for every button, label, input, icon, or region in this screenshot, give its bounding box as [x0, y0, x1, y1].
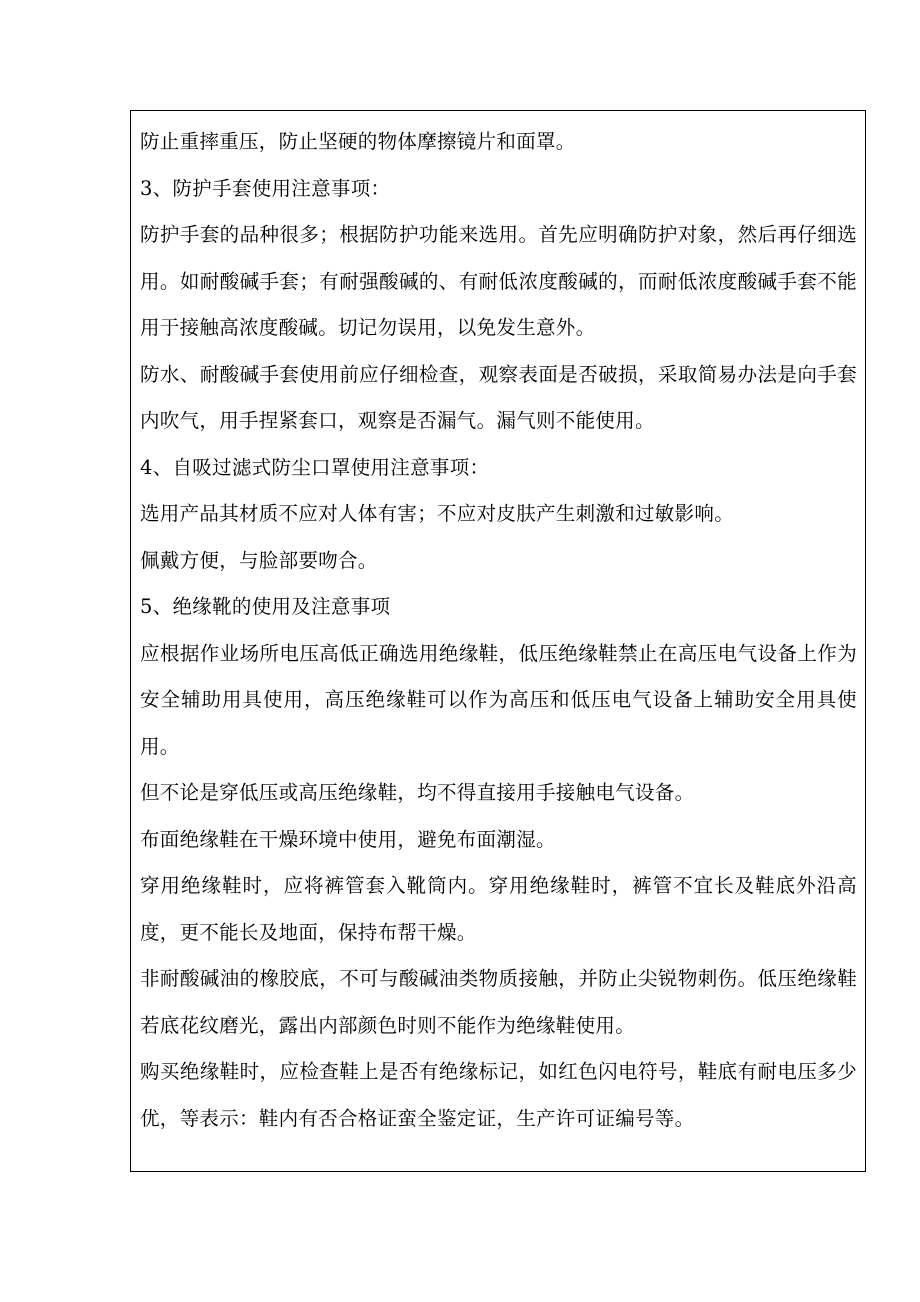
paragraph-boots-selection: 应根据作业场所电压高低正确选用绝缘鞋，低压绝缘鞋禁止在高压电气设备上作为安全辅助用具使用，高压绝缘鞋可以作为高压和低压电气设备上辅助安全用具使用。 [140, 641, 857, 758]
paragraph-boots-purchase-check: 购买绝缘鞋时，应检查鞋上是否有绝缘标记，如红色闪电符号，鞋底有耐电压多少优，等表示：鞋内有否合格证蛮全鉴定证，生产许可证编号等。 [140, 1060, 857, 1130]
paragraph-boots-dry-environment: 布面绝缘鞋在干燥环境中使用，避免布面潮湿。 [140, 827, 556, 851]
paragraph-boots-wearing: 穿用绝缘鞋时，应将裤管套入靴筒内。穿用绝缘鞋时，裤管不宜长及鞋底外沿高度，更不能长及地面，保持布帮干燥。 [140, 874, 857, 944]
paragraph-eye-protection-care: 防止重摔重压，防止坚硬的物体摩擦镜片和面罩。 [140, 130, 576, 153]
paragraph-gloves-selection: 防护手套的品种很多；根据防护功能来选用。首先应明确防护对象，然后再仔细选用。如耐酸碱手套；有耐强酸碱的、有耐低浓度酸碱的，而耐低浓度酸碱手套不能用于接触高浓度酸碱。切记勿误用，以免发生意外。 [140, 223, 857, 339]
paragraph-mask-material: 选用产品其材质不应对人体有害；不应对皮肤产生刺激和过敏影响。 [140, 502, 735, 525]
document-table-cell [130, 110, 866, 1172]
paragraph-boots-sole-care: 非耐酸碱油的橡胶底，不可与酸碱油类物质接触，并防止尖锐物刺伤。低压绝缘鞋若底花纹磨光，露出内部颜色时则不能作为绝缘鞋使用。 [140, 967, 857, 1037]
heading-gloves-precautions: 3、防护手套使用注意事项： [140, 176, 391, 200]
paragraph-gloves-inspection: 防水、耐酸碱手套使用前应仔细检查，观察表面是否破损，采取简易办法是向手套内吹气，用手捏紧套口，观察是否漏气。漏气则不能使用。 [140, 362, 857, 432]
heading-dust-mask-precautions: 4、自吸过滤式防尘口罩使用注意事项： [140, 455, 490, 479]
paragraph-mask-fit: 佩戴方便，与脸部要吻合。 [140, 548, 378, 572]
paragraph-boots-no-direct-contact: 但不论是穿低压或高压绝缘鞋，均不得直接用手接触电气设备。 [140, 781, 695, 804]
heading-insulated-boots: 5、绝缘靴的使用及注意事项 [140, 595, 391, 618]
